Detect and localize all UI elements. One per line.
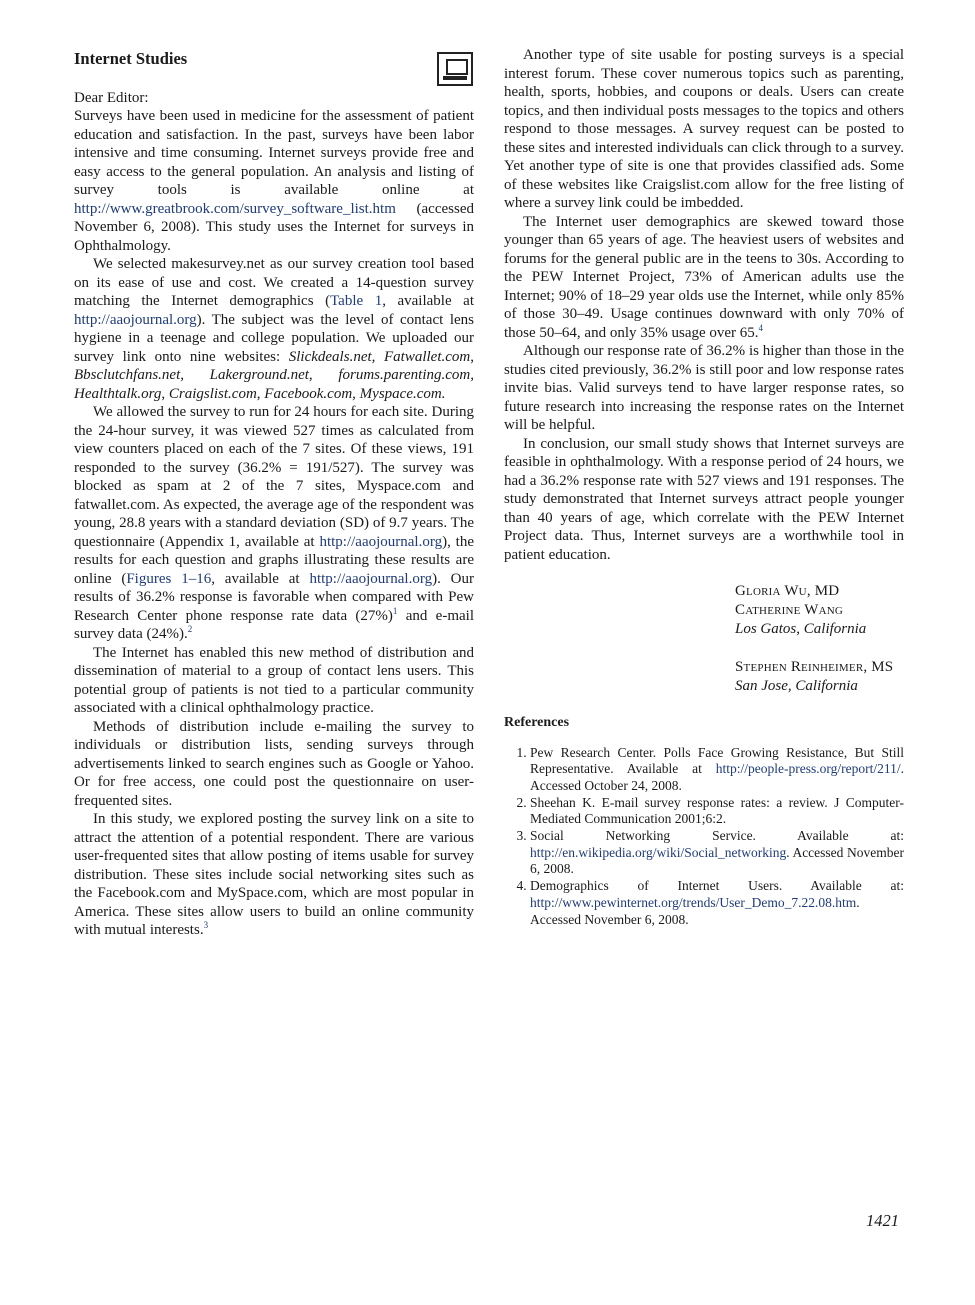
page-number: 1421 [866,1211,899,1230]
right-column [504,46,904,928]
text-run: ). Our results of 36.2% response is favorable when compared with Pew Research Center phone response rate data (27%) [74,570,474,624]
inline-link[interactable]: http://people-press.org/report/211/ [715,761,901,777]
inline-link[interactable]: Table 1 [330,293,383,309]
text-run: , [256,385,265,402]
paragraph-7 [504,46,904,213]
text-run: In this study, we explored posting the survey link on a site to attract the attention of a potential respondent. There are various user-frequented sites that allow posting of items usable for survey distribution. These sites include social networking sites such as the Facebook.com and MySpace.com, which are most popular in America. These sites allow users to build an online community with mutual interests. [74,811,474,938]
inline-link[interactable]: Figures 1–16 [126,570,212,587]
author-name: Stephen Reinheimer, MS [735,659,894,675]
text-run: , available at [382,293,474,309]
signature-block [735,582,904,696]
author-location: San Jose, California [735,678,858,694]
text-run: . Accessed October 24, 2008. [530,761,904,793]
salutation: Dear Editor: [74,89,149,106]
text-run: , [161,385,169,402]
reference-item [530,745,904,795]
author-location: Los Gatos, California [735,621,867,637]
text-run: , available at [211,570,310,587]
article-title: Internet Studies [74,49,188,68]
text-run: In conclusion, our small study shows that Internet surveys are feasible in ophthalmology. With a response period of 24 hours, we had a 36.2% response rate with 527 views and 191 responses. The study demonstrated that Internet surveys attract people younger than 40 years of age, which correlate with the PEW Internet Project data. Thus, Internet surveys are a worthwhile tool in patient education. [504,435,904,563]
left-column [74,46,474,940]
text-run: , [308,367,339,383]
text-run: Social Networking Service. Available at: [530,828,904,844]
italic-text: forums.parenting.com, Healthtalk.org [74,367,475,402]
citation-superscript[interactable]: 4 [758,322,764,333]
inline-link[interactable]: http://aaojournal.org [309,570,433,587]
text-run: Pew Research Center. Polls Face Growing Resistance, But Still Representative. Available at [530,744,904,777]
paragraph-6 [74,810,474,940]
inline-link[interactable]: http://en.wikipedia.org/wiki/Social_networking [530,844,787,860]
paragraph-5 [74,718,474,811]
text-run: Another type of site usable for posting surveys is a special interest forum. These cover numerous topics such as parenting, health, sports, hobbies, and coupons or deals. Users can create topics, and then individual posts messages to the topics and others respond to those messages. A survey request can be posted to these sites and interested individuals can click through to a survey. Yet another type of site is one that provides classified ads. Some of these websites like Craigslist.com allow for the free listing of where a survey link could be imbedded. [504,47,904,211]
text-run: Although our response rate of 36.2% is higher than those in the studies cited previously, 36.2% is still poor and low response rates invite bias. Valid surveys tend to have larger response rates, so future research into increasing the response rates on the Internet will be helpful. [504,343,904,433]
italic-text: Craigslist.com [168,385,257,402]
paragraph-1 [74,107,474,255]
text-run: The Internet user demographics are skewed toward those younger than 65 years of age. The heaviest users of websites and forums for the general public are in the teens to 30s. According to the PEW Internet Project, 73% of American adults use the Internet; 90% of 18–29 year olds use the Internet, while only 85% of those 30–49. Usage continues downward with only 70% of those 50–64, and only 35% usage over 65. [504,213,904,341]
citation-superscript[interactable]: 2 [187,624,193,634]
text-run: . Accessed November 6, 2008. [530,894,860,927]
text-run: ), the results for each question and graphs illustrating these results are online ( [74,533,475,587]
text-run: The Internet has enabled this new method of distribution and dissemination of material to a group of contact lens users. This potential group of patients is not tied to a particular community associated with a clinical ophthalmology practice. [74,644,474,716]
text-run: We selected makesurvey.net as our survey creation tool based on its ease of use and cost. We created a 14-question survey matching the Internet demographics ( [74,256,474,309]
text-run: Surveys have been used in medicine for the assessment of patient education and satisfaction. In the past, surveys have been labor intensive and time consuming. Internet surveys provide free and easy access to the general population. An analysis and listing of survey tools is available online at [74,108,474,198]
citation-superscript[interactable]: 1 [392,605,398,616]
references-list [504,745,904,929]
reference-item [530,828,904,878]
italic-text: Bbsclutchfans.net, Lakerground.net [74,367,309,383]
reference-item [530,878,904,928]
inline-link[interactable]: http://aaojournal.org [74,311,197,328]
text-run: Methods of distribution include e-mailing the survey to individuals or distribution lists, sending surveys through advertisements linked to search engines such as Google or Yahoo. Or for free access, one could post the questionnaire on user-frequented sites. [74,718,474,809]
author-name: Catherine Wang [735,602,844,618]
paragraph-9 [504,342,904,435]
text-run: . Accessed November 6, 2008. [530,844,904,877]
text-run: Demographics of Internet Users. Available at: [530,878,904,894]
citation-superscript[interactable]: 3 [203,920,209,930]
paragraph-2 [74,255,474,403]
text-run: and e-mail survey data (24%). [74,607,474,642]
author-name: Gloria Wu, MD [735,583,840,599]
inline-link[interactable]: http://www.pewinternet.org/trends/User_Demo_7.22.08.htm [530,894,857,910]
text-run: We allowed the survey to run for 24 hours for each site. During the 24-hour survey, it was viewed 527 times as calculated from view counters placed on each of the 7 sites. Of these views, 191 responded to the survey (36.2% = 191/527). The survey was blocked as spam at 2 of the 7 sites, Myspace.com and fatwallet.com. As expected, the average age of the respondent was young, 28.8 years with a standard deviation (SD) of 9.7 years. The questionnaire (Appendix 1, available at [74,404,474,550]
paragraph-4 [74,644,474,718]
inline-link[interactable]: http://aaojournal.org [319,533,443,550]
text-run: , [470,348,474,365]
text-run: Sheehan K. E-mail survey response rates: a review. J Computer-Mediated Communication 2001;6:2. [530,794,904,827]
inline-link[interactable]: http://www.greatbrook.com/survey_software_list.htm [74,200,396,217]
text-run: (accessed November 6, 2008). This study uses the Internet for surveys in Ophthalmology. [74,200,474,254]
italic-text: Slickdeals.net, Fatwallet.com [288,348,471,365]
italic-text: Facebook.com, Myspace.com. [264,385,446,402]
reference-item [530,795,904,828]
paragraph-8 [504,213,904,343]
references-heading: References [504,715,570,730]
paragraph-3 [74,403,474,644]
paragraph-10 [504,435,904,565]
text-run: ). The subject was the level of contact lens hygiene in a teenage and college population. We uploaded our survey link onto nine websites: [74,311,474,365]
